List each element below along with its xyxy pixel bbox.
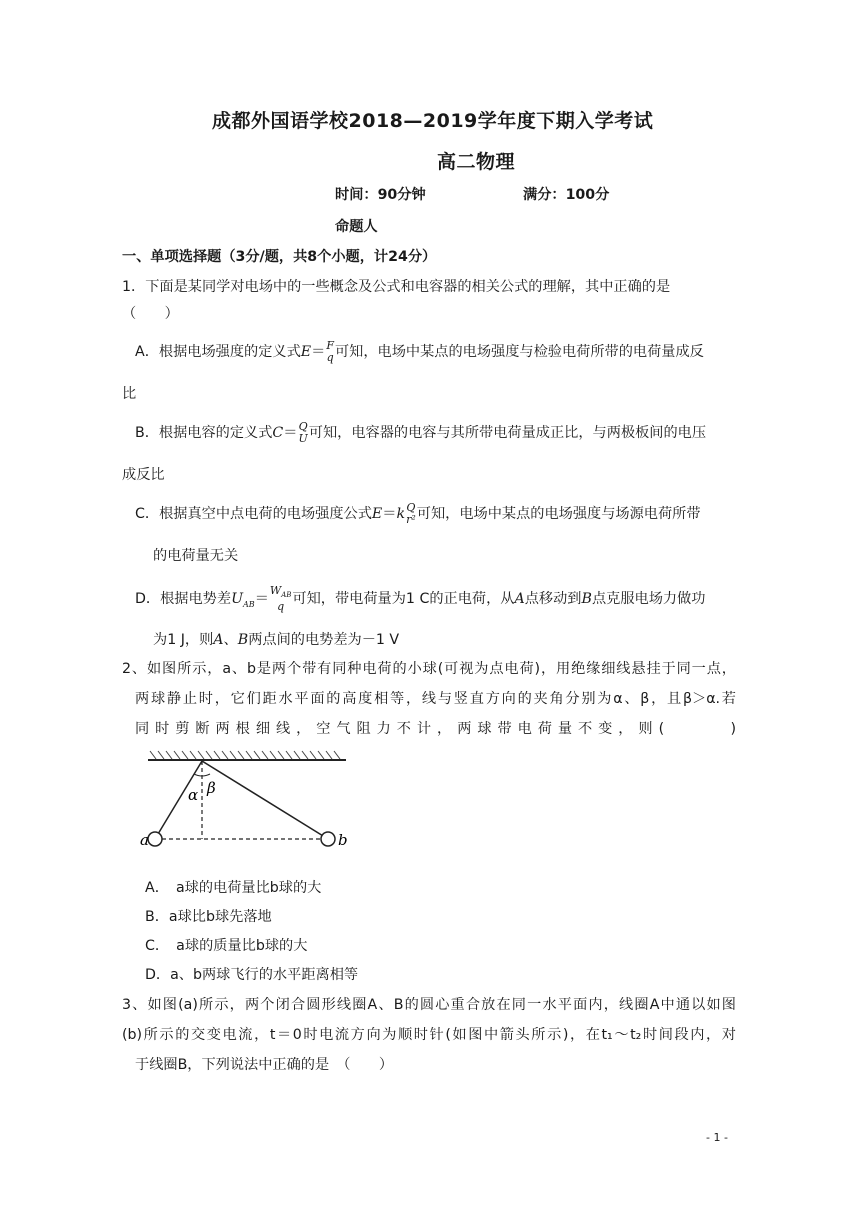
q3-line1: 3、如图(a)所示，两个闭合圆形线圈A、B的圆心重合放在同一水平面内，线圈A中通以如图 (122, 997, 736, 1013)
q1-option-b (135, 421, 706, 445)
label-beta: β (207, 779, 216, 797)
q2-option-a: A． a球的电荷量比b球的大 (145, 880, 322, 896)
q1-b-prefix: B．根据电容的定义式 (135, 425, 273, 441)
q1-c-prefix: C．根据真空中点电荷的电场强度公式 (135, 506, 372, 522)
q3-line2: (b)所示的交变电流，t＝0时电流方向为顺时针(如图中箭头所示)，在t₁～t₂时间段内，对 (122, 1027, 736, 1043)
q1-c-eq: ＝ (382, 506, 397, 522)
q1-d-rest: 可知，带电荷量为1 C的正电荷，从 (292, 591, 515, 608)
q1-d-sub: AB (243, 599, 255, 609)
q1-option-b-line2: 成反比 (122, 467, 165, 483)
q1-d-eq: ＝ (254, 591, 269, 608)
page-number: - 1 - (706, 1131, 728, 1144)
q2-option-c: C． a球的质量比b球的大 (145, 938, 308, 954)
q2-option-d: D．a、b两球飞行的水平距离相等 (145, 967, 359, 983)
q1-b-num: Q (298, 420, 308, 433)
q1-d-mid: 点移动到 (524, 591, 582, 608)
q1-d-num: W (269, 584, 282, 597)
q2-line1: 2、如图所示，a、b是两个带有同种电荷的小球(可视为点电荷)，用绝缘细线悬挂于同一点， (122, 661, 736, 677)
q2-figure (140, 748, 360, 858)
q1-d-l2-rest: 两点间的电势差为－1 V (248, 632, 400, 648)
q1-d-l2-sep: 、 (223, 632, 238, 648)
q1-option-d-line2 (153, 629, 399, 649)
q1-d-l2-a: A (213, 632, 224, 648)
section-heading: 一、单项选择题（3分/题，共8个小题，计24分） (122, 249, 437, 265)
q1-d-num-wrap (270, 585, 292, 601)
thread-b (202, 761, 328, 839)
q1-c-rest: 可知，电场中某点的电场强度与场源电荷所带 (416, 506, 701, 522)
label-b: b (338, 831, 348, 849)
label-alpha: α (188, 786, 199, 804)
q1-stem-line1: 1．下面是某同学对电场中的一些概念及公式和电容器的相关公式的理解，其中正确的是 (122, 279, 671, 295)
q1-option-c (135, 502, 701, 526)
q1-option-c-line2: 的电荷量无关 (153, 548, 239, 564)
q1-d-prefix: D．根据电势差 (135, 591, 232, 608)
q1-option-a (135, 340, 704, 364)
q2-line2: 两球静止时，它们距水平面的高度相等，线与竖直方向的夹角分别为α、β，且β＞α.若 (135, 691, 736, 707)
label-a: a (140, 831, 149, 849)
q1-option-a-line2: 比 (122, 386, 137, 402)
q1-d-num-sub: AB (281, 591, 292, 600)
subject-title: 高二物理 (437, 151, 516, 173)
q1-a-eq: ＝ (311, 344, 326, 360)
q1-d-den: q (277, 600, 285, 614)
q1-a-fraction (326, 340, 334, 364)
q1-d-l2-pre: 为1 J，则 (153, 632, 214, 648)
q1-a-num: F (326, 339, 334, 352)
ball-b (321, 832, 335, 846)
q1-a-var: E (300, 344, 312, 360)
q1-d-var: U (231, 591, 244, 608)
q1-b-var: C (272, 425, 284, 441)
q1-stem-line2: （ ） (122, 306, 179, 322)
q3-line3: 于线圈B，下列说法中正确的是 （ ） (135, 1057, 394, 1073)
q1-c-var: E (371, 506, 383, 522)
q1-d-point-b: B (581, 591, 592, 608)
q1-b-eq: ＝ (283, 425, 298, 441)
question-author: 命题人 (335, 219, 378, 235)
q1-c-num: Q (406, 501, 416, 514)
q1-b-fraction (298, 421, 307, 445)
q1-b-rest: 可知，电容器的电容与其所带电荷量成正比，与两极板间的电压 (308, 425, 707, 441)
q1-a-den: q (326, 351, 334, 364)
ball-a (148, 832, 162, 846)
q1-d-rest2: 点克服电场力做功 (591, 591, 706, 608)
exam-title: 成都外国语学校2018—2019学年度下期入学考试 (212, 110, 654, 132)
q1-d-fraction (270, 585, 292, 613)
q1-a-rest: 可知，电场中某点的电场强度与检验电荷所带的电荷量成反 (334, 344, 704, 360)
ceiling (148, 751, 346, 760)
q2-option-b: B．a球比b球先落地 (145, 909, 272, 925)
q1-b-den: U (298, 432, 308, 445)
q1-a-prefix: A．根据电场强度的定义式 (135, 344, 301, 360)
q1-option-d (135, 585, 705, 613)
exam-time: 时间：90分钟 (335, 187, 426, 203)
q1-d-point-a: A (514, 591, 525, 608)
q2-line3: 同时剪断两根细线，空气阻力不计，两球带电荷量不变，则( ) (135, 721, 736, 737)
q1-c-fraction (406, 502, 416, 526)
q1-c-k: k (396, 506, 406, 522)
full-score: 满分：100分 (523, 187, 610, 203)
q1-c-den: r² (406, 513, 416, 526)
q1-d-l2-b: B (237, 632, 249, 648)
